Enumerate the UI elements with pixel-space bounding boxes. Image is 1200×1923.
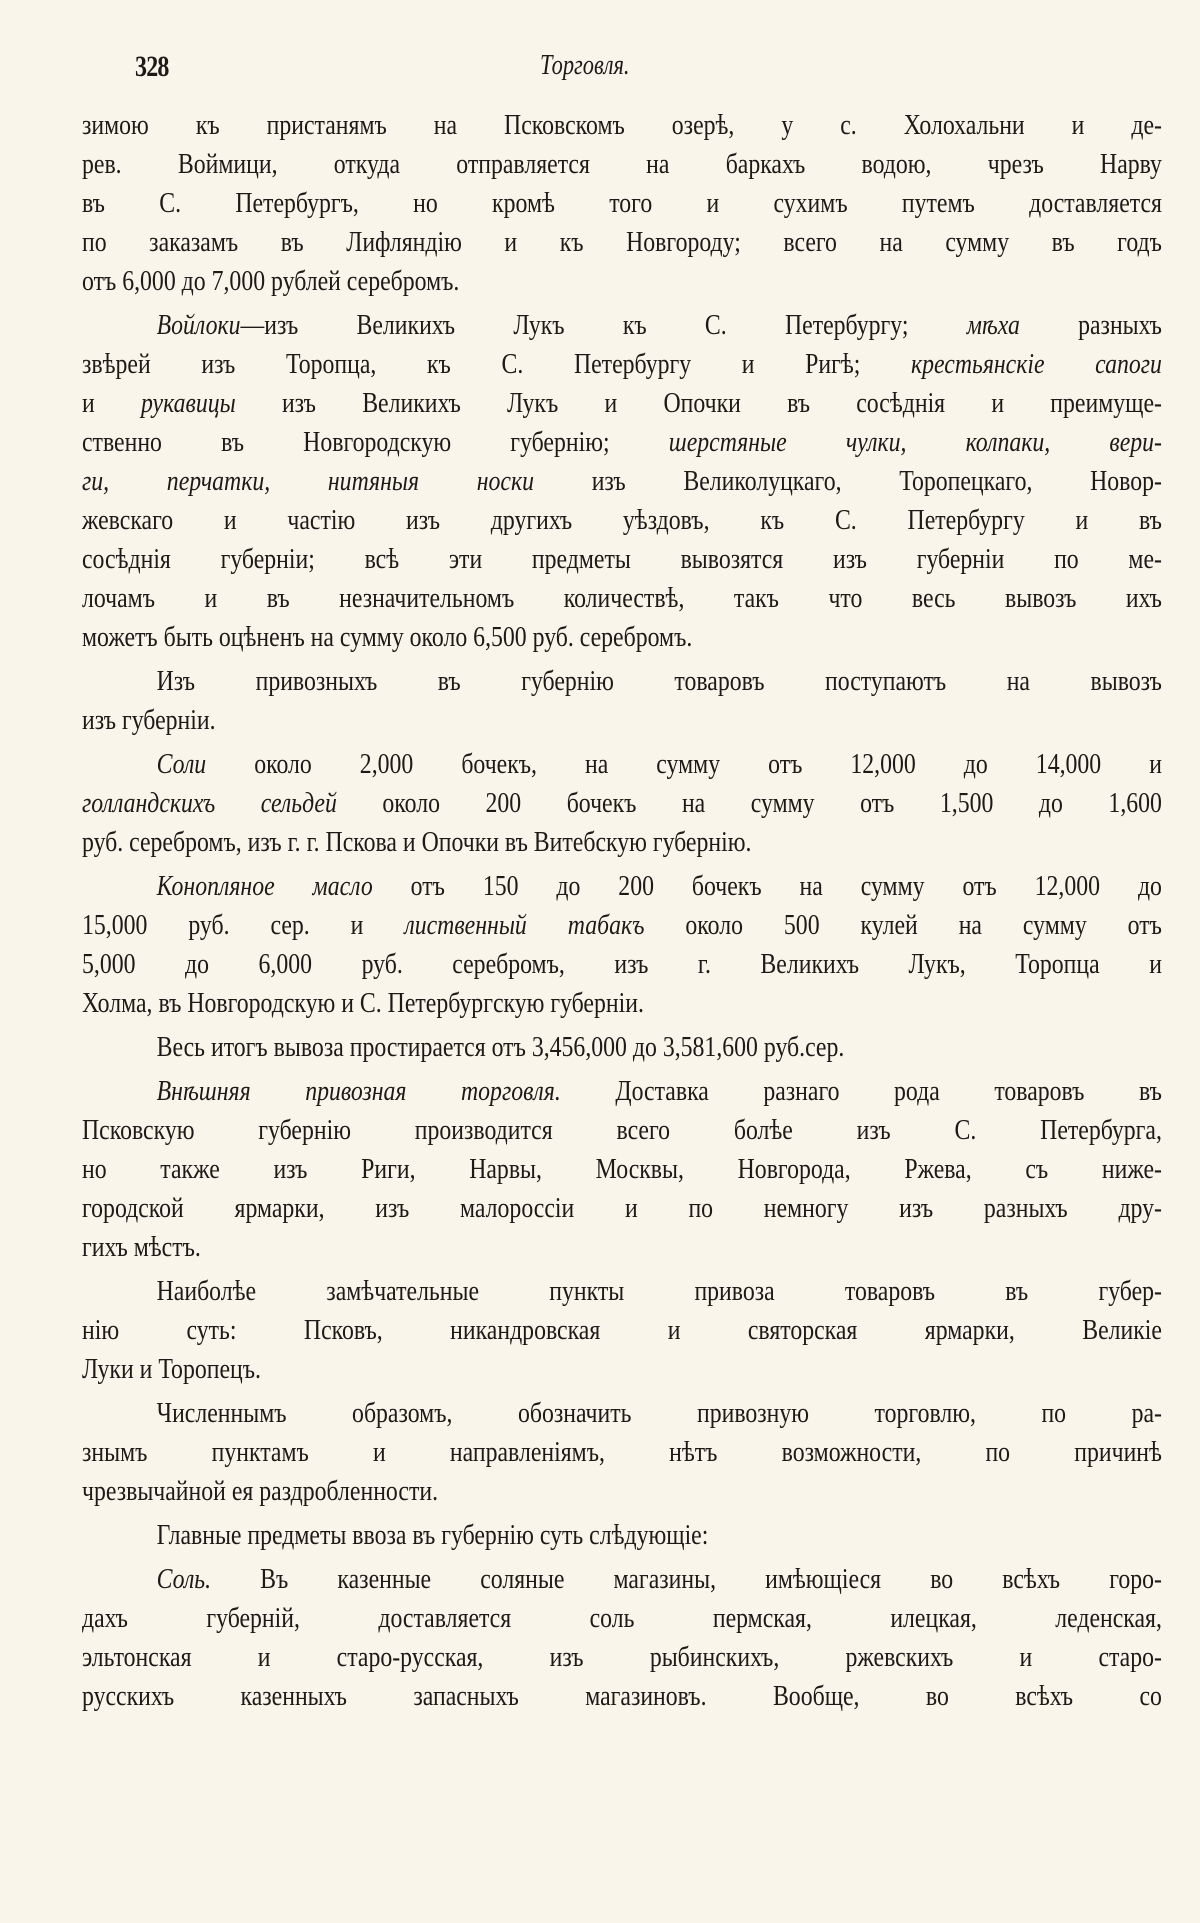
text-line <box>82 145 1162 184</box>
text-run: около 200 бочекъ на сумму отъ 1,500 до 1,600 <box>336 787 1162 819</box>
text-line <box>82 701 1162 740</box>
text-run: руб. серебромъ, изъ г. г. Пскова и Опочки въ Витебскую губернію. <box>82 826 752 858</box>
text-line <box>82 1311 1162 1350</box>
text-run: разныхъ <box>1019 309 1162 341</box>
text-line <box>82 662 1162 701</box>
text-run: Псковскую губернію производится всего болѣе изъ С. Петербурга, <box>82 1114 1162 1146</box>
text-line <box>82 867 1162 906</box>
text-run: зимою къ пристанямъ на Псковскомъ озерѣ, у с. Холохальни и де- <box>82 109 1162 141</box>
page-header <box>0 50 1200 90</box>
text-line <box>82 906 1162 945</box>
text-run: сосѣднія губерніи; всѣ эти предметы вывозятся изъ губерніи по ме- <box>82 543 1162 575</box>
emphasized-text: лиственный табакъ <box>404 909 645 941</box>
text-run: лочамъ и въ незначительномъ количествѣ, такъ что весь вывозъ ихъ <box>82 582 1162 614</box>
paragraph <box>82 1272 1162 1389</box>
text-line <box>82 1350 1162 1389</box>
text-line <box>82 823 1162 862</box>
text-run: Главные предметы ввоза въ губернію суть слѣдующіе: <box>156 1519 709 1551</box>
paragraph <box>82 1516 1162 1555</box>
text-run: —изъ Великихъ Лукъ къ С. Петербургу; <box>240 309 967 341</box>
text-line <box>82 423 1162 462</box>
text-run: жевскаго и частію изъ другихъ уѣздовъ, къ С. Петербургу и въ <box>82 504 1162 536</box>
text-line <box>82 1638 1162 1677</box>
text-run: изъ Великолуцкаго, Торопецкаго, Новор- <box>533 465 1162 497</box>
text-run: Весь итогъ вывоза простирается отъ 3,456,000 до 3,581,600 руб.сер. <box>156 1031 845 1063</box>
text-line <box>82 1472 1162 1511</box>
text-run: Доставка разнаго рода товаровъ въ <box>560 1075 1162 1107</box>
text-run: знымъ пунктамъ и направленіямъ, нѣтъ возможности, по причинѣ <box>82 1436 1162 1468</box>
text-run: нію суть: Псковъ, никандровская и святорская ярмарки, Великіе <box>82 1314 1162 1346</box>
paragraph <box>82 106 1162 301</box>
text-run: изъ губерніи. <box>82 704 216 736</box>
text-line <box>82 1677 1162 1716</box>
text-line <box>82 1394 1162 1433</box>
text-run: Наиболѣе замѣчательные пункты привоза товаровъ въ губер- <box>156 1275 1162 1307</box>
text-run: звѣрей изъ Торопца, къ С. Петербургу и Ригѣ; <box>82 348 912 380</box>
emphasized-text: голландскихъ сельдей <box>82 787 337 819</box>
text-run: около 500 кулей на сумму отъ <box>644 909 1162 941</box>
text-line <box>82 1228 1162 1267</box>
text-line <box>82 1189 1162 1228</box>
text-run: дахъ губерній, доставляется соль пермская, илецкая, леденская, <box>82 1602 1162 1634</box>
text-run: Численнымъ образомъ, обозначить привозную торговлю, по ра- <box>156 1397 1162 1429</box>
text-line <box>82 618 1162 657</box>
text-run: русскихъ казенныхъ запасныхъ магазиновъ. Вообще, во всѣхъ со <box>82 1680 1162 1712</box>
text-line <box>82 306 1162 345</box>
text-run: 5,000 до 6,000 руб. серебромъ, изъ г. Великихъ Лукъ, Торопца и <box>82 948 1162 980</box>
emphasized-text: Внѣшняя привозная торговля. <box>156 1075 561 1107</box>
emphasized-text: Войлоки <box>156 309 241 341</box>
emphasized-text: шерстяные чулки, колпаки, вери- <box>668 426 1162 458</box>
text-line <box>82 1516 1162 1555</box>
text-line <box>82 106 1162 145</box>
text-run: чрезвычайной ея раздробленности. <box>82 1475 439 1507</box>
body-text <box>82 106 1162 1721</box>
emphasized-text: Соль. <box>156 1563 212 1595</box>
text-run: отъ 150 до 200 бочекъ на сумму отъ 12,000 до <box>372 870 1162 902</box>
text-run: отъ 6,000 до 7,000 рублей серебромъ. <box>82 265 460 297</box>
text-line <box>82 1560 1162 1599</box>
emphasized-text: рукавицы <box>140 387 236 419</box>
text-run: рев. Воймици, откуда отправляется на баркахъ водою, чрезъ Нарву <box>82 148 1162 180</box>
paragraph <box>82 1072 1162 1267</box>
text-line <box>82 1150 1162 1189</box>
text-line <box>82 1111 1162 1150</box>
text-line <box>82 184 1162 223</box>
emphasized-text: Соли <box>156 748 207 780</box>
text-run: Луки и Торопецъ. <box>82 1353 261 1385</box>
text-run: и <box>82 387 141 419</box>
text-line <box>82 1272 1162 1311</box>
paragraph <box>82 745 1162 862</box>
text-line <box>82 540 1162 579</box>
emphasized-text: Конопляное масло <box>156 870 373 902</box>
emphasized-text: ги, перчатки, нитяныя носки <box>82 465 534 497</box>
text-line <box>82 1072 1162 1111</box>
paragraph <box>82 662 1162 740</box>
text-run: по заказамъ въ Лифляндію и къ Новгороду; всего на сумму въ годъ <box>82 226 1162 258</box>
text-line <box>82 745 1162 784</box>
text-line <box>82 262 1162 301</box>
text-run: гихъ мѣстъ. <box>82 1231 201 1263</box>
text-line <box>82 945 1162 984</box>
text-run: эльтонская и старо-русская, изъ рыбинскихъ, ржевскихъ и старо- <box>82 1641 1162 1673</box>
text-line <box>82 784 1162 823</box>
text-run: можетъ быть оцѣненъ на сумму около 6,500 руб. серебромъ. <box>82 621 693 653</box>
running-head: Торговля. <box>540 50 630 81</box>
text-run: изъ Великихъ Лукъ и Опочки въ сосѣднія и преимуще- <box>235 387 1162 419</box>
text-run: въ С. Петербургъ, но кромѣ того и сухимъ путемъ доставляется <box>82 187 1162 219</box>
text-line <box>82 1433 1162 1472</box>
text-line <box>82 984 1162 1023</box>
text-run: Изъ привозныхъ въ губернію товаровъ поступаютъ на вывозъ <box>156 665 1162 697</box>
text-run: Холма, въ Новгородскую и С. Петербургскую губерніи. <box>82 987 644 1019</box>
text-line <box>82 1599 1162 1638</box>
text-line <box>82 462 1162 501</box>
paragraph <box>82 867 1162 1023</box>
text-line <box>82 1028 1162 1067</box>
text-run: городской ярмарки, изъ малороссіи и по немногу изъ разныхъ дру- <box>82 1192 1162 1224</box>
paragraph <box>82 1028 1162 1067</box>
text-line <box>82 345 1162 384</box>
paragraph <box>82 306 1162 657</box>
emphasized-text: крестьянскіе сапоги <box>911 348 1162 380</box>
text-line <box>82 579 1162 618</box>
text-run: но также изъ Риги, Нарвы, Москвы, Новгорода, Ржева, съ ниже- <box>82 1153 1162 1185</box>
paragraph <box>82 1560 1162 1716</box>
text-line <box>82 501 1162 540</box>
text-line <box>82 384 1162 423</box>
text-run: Въ казенные соляные магазины, имѣющіеся во всѣхъ горо- <box>211 1563 1162 1595</box>
text-run: около 2,000 бочекъ, на сумму отъ 12,000 до 14,000 и <box>206 748 1162 780</box>
emphasized-text: мѣха <box>966 309 1020 341</box>
page-number: 328 <box>135 50 169 83</box>
paragraph <box>82 1394 1162 1511</box>
text-line <box>82 223 1162 262</box>
text-run: ственно въ Новгородскую губернію; <box>82 426 669 458</box>
text-run: 15,000 руб. сер. и <box>82 909 405 941</box>
